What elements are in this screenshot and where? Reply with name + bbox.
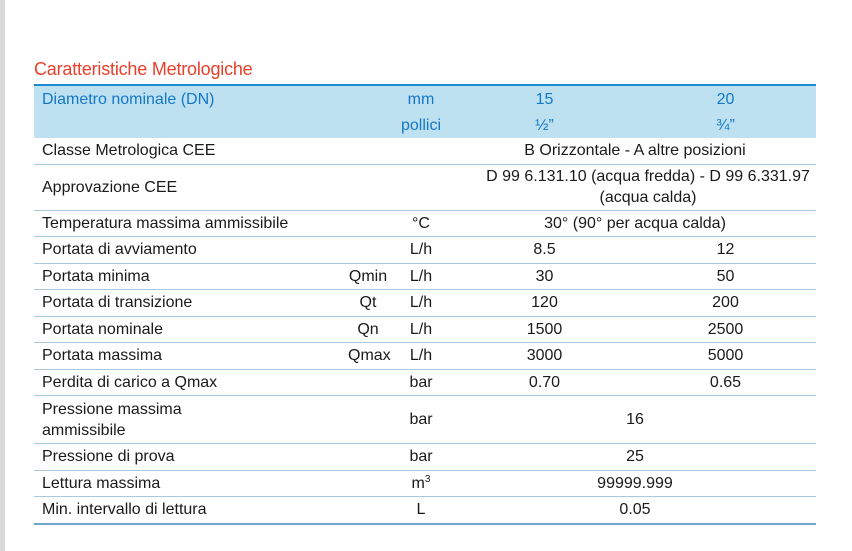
row-label: Portata di transizione bbox=[34, 290, 288, 317]
row-label: Classe Metrologica CEE bbox=[34, 138, 288, 164]
row-unit: bar bbox=[388, 444, 454, 471]
header-unit-inches: pollici bbox=[388, 112, 454, 138]
table-row bbox=[34, 343, 816, 370]
header-unit-mm: mm bbox=[388, 85, 454, 112]
row-value-dn15: 1500 bbox=[454, 316, 635, 343]
row-label: Pressione di prova bbox=[34, 444, 288, 471]
metrological-specs-table bbox=[34, 84, 816, 525]
section-title: Caratteristiche Metrologiche bbox=[34, 59, 253, 79]
row-label: Portata nominale bbox=[34, 316, 288, 343]
table-row bbox=[34, 369, 816, 396]
row-value-dn15: 0.70 bbox=[454, 369, 635, 396]
header-dn1-mm: 15 bbox=[454, 85, 635, 112]
row-value-dn20: 50 bbox=[635, 263, 816, 290]
table-row bbox=[34, 316, 816, 343]
header-dn2-mm: 20 bbox=[635, 85, 816, 112]
row-value: 30° (90° per acqua calda) bbox=[454, 210, 816, 237]
row-label: Perdita di carico a Qmax bbox=[34, 369, 288, 396]
row-value-dn15: 3000 bbox=[454, 343, 635, 370]
row-label: Lettura massima bbox=[34, 470, 288, 497]
left-margin-rule bbox=[0, 0, 5, 551]
table-row bbox=[34, 138, 816, 164]
row-label: Min. intervallo di lettura bbox=[34, 497, 288, 524]
table-row bbox=[34, 237, 816, 264]
row-value-dn15: 120 bbox=[454, 290, 635, 317]
table-row bbox=[34, 497, 816, 524]
row-label: Portata di avviamento bbox=[34, 237, 288, 264]
table-row bbox=[34, 263, 816, 290]
row-value-dn20: 2500 bbox=[635, 316, 816, 343]
row-value: 0.05 bbox=[454, 497, 816, 524]
row-value: 16 bbox=[454, 396, 816, 444]
row-unit: °C bbox=[388, 210, 454, 237]
row-unit: bar bbox=[388, 396, 454, 444]
table-row bbox=[34, 444, 816, 471]
row-value: 25 bbox=[454, 444, 816, 471]
row-symbol: Qn bbox=[288, 316, 388, 343]
header-label: Diametro nominale (DN) bbox=[34, 85, 288, 112]
row-value-dn20: 0.65 bbox=[635, 369, 816, 396]
table-row bbox=[34, 210, 816, 237]
row-value: B Orizzontale - A altre posizioni bbox=[454, 138, 816, 164]
row-value-dn20: 200 bbox=[635, 290, 816, 317]
row-label: Pressione massima ammissibile bbox=[34, 396, 388, 444]
row-value-dn15: 30 bbox=[454, 263, 635, 290]
row-unit: bar bbox=[388, 369, 454, 396]
table-row bbox=[34, 396, 816, 444]
row-unit: $m^3$ bbox=[388, 470, 454, 497]
row-value: D 99 6.131.10 (acqua fredda) - D 99 6.331.97 (acqua calda) bbox=[454, 164, 816, 210]
table-row bbox=[34, 290, 816, 317]
row-value-dn15: 8.5 bbox=[454, 237, 635, 264]
row-symbol: Qmin bbox=[288, 263, 388, 290]
header-dn2-inches: ¾” bbox=[635, 112, 816, 138]
row-unit: L bbox=[388, 497, 454, 524]
row-unit: L/h bbox=[388, 237, 454, 264]
row-label: Temperatura massima ammissibile bbox=[34, 210, 288, 237]
row-value-dn20: 12 bbox=[635, 237, 816, 264]
row-value-dn20: 5000 bbox=[635, 343, 816, 370]
row-unit: L/h bbox=[388, 316, 454, 343]
header-row-mm bbox=[34, 85, 816, 112]
row-symbol: Qmax bbox=[288, 343, 388, 370]
unit-superscript: 3 bbox=[424, 473, 431, 485]
row-symbol: Qt bbox=[288, 290, 388, 317]
table-row bbox=[34, 164, 816, 210]
row-unit: L/h bbox=[388, 343, 454, 370]
row-label: Portata massima bbox=[34, 343, 288, 370]
table-row bbox=[34, 470, 816, 497]
header-row-inches bbox=[34, 112, 816, 138]
header-dn1-inches: ½” bbox=[454, 112, 635, 138]
row-value: 99999.999 bbox=[454, 470, 816, 497]
row-label: Approvazione CEE bbox=[34, 164, 288, 210]
row-unit: L/h bbox=[388, 290, 454, 317]
row-label: Portata minima bbox=[34, 263, 288, 290]
row-unit: L/h bbox=[388, 263, 454, 290]
